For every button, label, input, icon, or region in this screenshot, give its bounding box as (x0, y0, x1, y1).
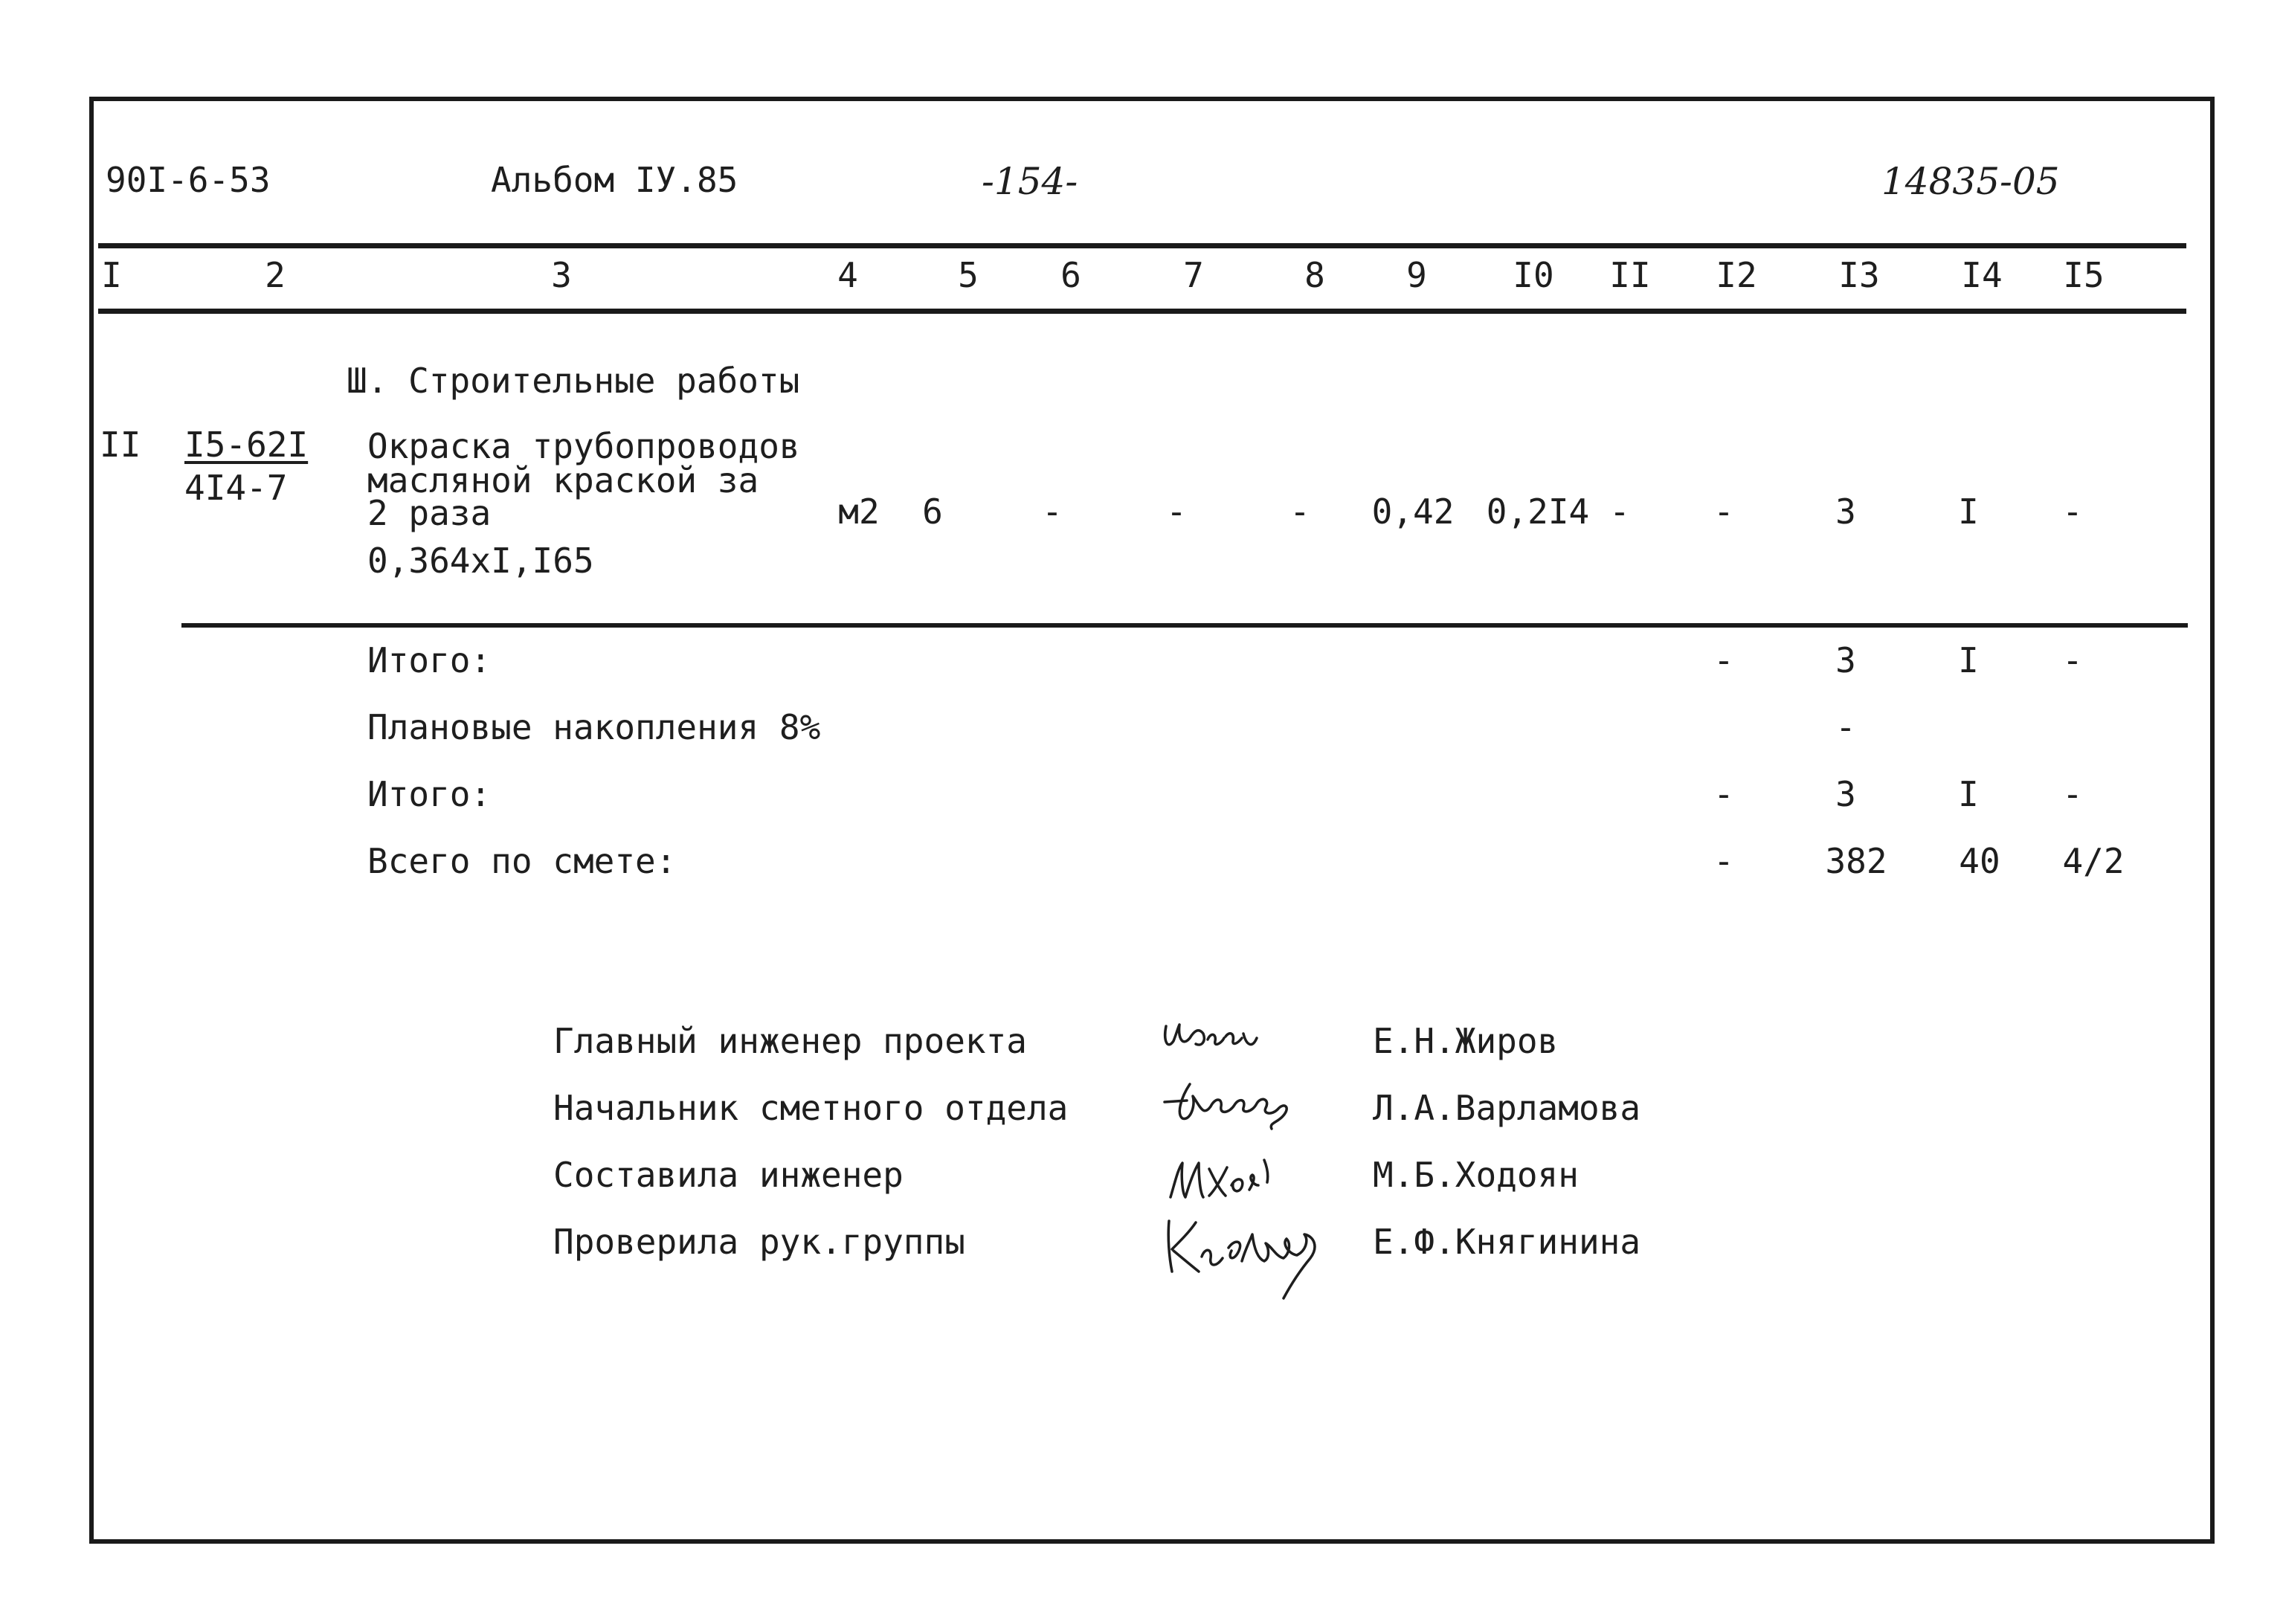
totals-col15: 4/2 (2062, 841, 2125, 881)
column-number: I5 (2063, 255, 2105, 295)
totals-col13: 3 (1835, 640, 1856, 680)
signature-mark (1160, 1011, 1309, 1071)
column-number: I4 (1961, 255, 2003, 295)
item-number: II (100, 425, 141, 465)
totals-col12: - (1713, 774, 1734, 814)
column-number: I (101, 255, 122, 295)
signature-role: Главный инженер проекта (553, 1021, 1027, 1061)
item-col10: 0,2I4 (1486, 492, 1590, 532)
totals-col12: - (1713, 841, 1734, 881)
item-description-line: масляной краской за (367, 460, 759, 500)
item-col14: I (1958, 492, 1979, 532)
item-description-line: 2 раза (367, 493, 492, 533)
column-number: II (1609, 255, 1651, 295)
item-col9: 0,42 (1371, 492, 1455, 532)
item-col8: - (1289, 492, 1310, 532)
totals-col15: - (2062, 774, 2083, 814)
column-number: 8 (1304, 255, 1325, 295)
column-number: I2 (1716, 255, 1757, 295)
column-number: 2 (265, 255, 286, 295)
totals-rule (181, 623, 2188, 628)
signature-name: Е.Ф.Княгинина (1373, 1222, 1641, 1262)
column-number: 9 (1406, 255, 1427, 295)
signature-name: М.Б.Ходоян (1373, 1155, 1579, 1195)
totals-col13: - (1835, 707, 1856, 747)
totals-label: Всего по смете: (367, 841, 677, 881)
project-code: 90I-6-53 (106, 160, 271, 200)
item-formula: 0,364xI,I65 (367, 541, 594, 581)
item-col11: - (1609, 492, 1630, 532)
album-label: Альбом IУ.85 (491, 160, 738, 200)
item-col15: - (2062, 492, 2083, 532)
totals-col15: - (2062, 640, 2083, 680)
totals-col13: 382 (1825, 841, 1887, 881)
signature-role: Начальник сметного отдела (553, 1088, 1069, 1128)
section-title: Ш. Строительные работы (347, 361, 800, 401)
item-reference-bottom: 4I4-7 (184, 468, 288, 508)
header-rule-bottom (98, 309, 2186, 314)
totals-label: Итого: (367, 774, 492, 814)
signature-mark (1160, 1153, 1309, 1212)
item-col12: - (1713, 492, 1734, 532)
column-number: I3 (1838, 255, 1880, 295)
item-quantity: 6 (922, 492, 943, 532)
column-number: 3 (551, 255, 572, 295)
item-col6: - (1042, 492, 1063, 532)
signature-role: Составила инженер (553, 1155, 904, 1195)
totals-label: Плановые накопления 8% (367, 707, 821, 747)
item-col13: 3 (1835, 492, 1856, 532)
totals-label: Итого: (367, 640, 492, 680)
totals-col14: I (1958, 774, 1979, 814)
item-col7: - (1166, 492, 1187, 532)
totals-col14: I (1958, 640, 1979, 680)
signature-mark (1160, 1077, 1339, 1144)
column-number: 5 (958, 255, 979, 295)
signature-name: Л.А.Варламова (1373, 1088, 1641, 1128)
totals-col12: - (1713, 640, 1734, 680)
header-rule-top (98, 243, 2186, 248)
item-unit: м2 (838, 492, 880, 532)
item-reference-top: I5-62I (184, 425, 309, 465)
totals-col14: 40 (1959, 841, 2000, 881)
column-number: 7 (1183, 255, 1204, 295)
column-number: I0 (1513, 255, 1554, 295)
page-number: -154- (982, 160, 1078, 203)
item-description-line: Окраска трубопроводов (367, 426, 800, 466)
column-number: 4 (837, 255, 858, 295)
signature-mark (1160, 1205, 1383, 1309)
signature-name: Е.Н.Жиров (1373, 1021, 1559, 1061)
document-number: 14835-05 (1881, 160, 2060, 203)
totals-col13: 3 (1835, 774, 1856, 814)
signature-role: Проверила рук.группы (553, 1222, 965, 1262)
column-number: 6 (1060, 255, 1081, 295)
